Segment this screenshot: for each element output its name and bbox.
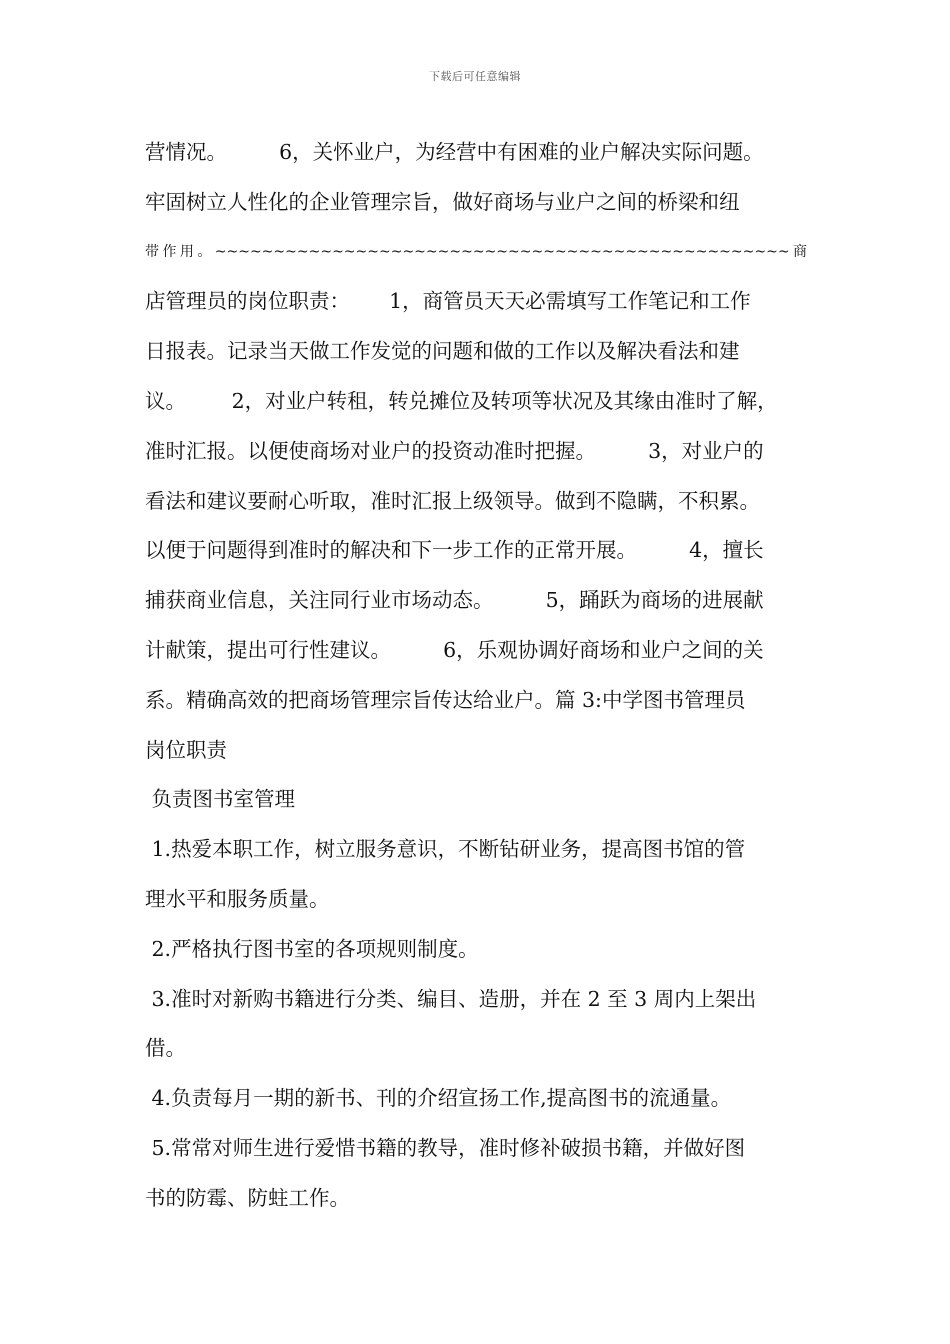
text-line: 1.热爱本职工作，树立服务意识，不断钻研业务，提高图书馆的管 [145, 837, 746, 862]
document-body [145, 128, 807, 1224]
text-line: 理水平和服务质量。 [145, 886, 330, 911]
text-line: 议。 2，对业户转租，转兑摊位及转项等状况及其缘由准时了解， [145, 388, 778, 413]
text-line: 借。 [145, 1036, 186, 1061]
text-line: 准时汇报。以便使商场对业户的投资动准时把握。 3，对业户的 [145, 438, 764, 463]
text-line: 捕获商业信息，关注同行业市场动态。 5，踊跃为商场的进展献 [145, 588, 764, 613]
text-line: 店管理员的岗位职责： 1，商管员天天必需填写工作笔记和工作 [145, 289, 751, 314]
text-line: 以便于问题得到准时的解决和下一步工作的正常开展。 4，擅长 [145, 538, 764, 563]
text-line: 2.严格执行图书室的各项规则制度。 [145, 936, 479, 961]
text-line: 书的防霉、防蛀工作。 [145, 1185, 350, 1210]
page-header: 下载后可任意编辑 [429, 70, 521, 83]
text-line: 计献策，提出可行性建议。 6，乐观协调好商场和业户之间的关 [145, 637, 764, 662]
text-line: 3.准时对新购书籍进行分类、编目、造册，并在 2 至 3 周内上架出 [145, 986, 757, 1011]
text-line: 负责图书室管理 [145, 787, 296, 812]
text-line: 日报表。记录当天做工作发觉的问题和做的工作以及解决看法和建 [145, 339, 740, 364]
text-line: 4.负责每月一期的新书、刊的介绍宣扬工作,提高图书的流通量。 [145, 1086, 732, 1111]
text-line: 营情况。 6，关怀业户，为经营中有困难的业户解决实际问题。 [145, 140, 764, 164]
text-line: 5.常常对师生进行爱惜书籍的教导，准时修补破损书籍，并做好图 [145, 1135, 746, 1160]
text-line: 牢固树立人性化的企业管理宗旨，做好商场与业户之间的桥梁和纽 [145, 189, 740, 214]
text-line: 系。精确高效的把商场管理宗旨传达给业户。篇 3:中学图书管理员 [145, 687, 746, 712]
text-line: 带作用。~~~~~~~~~~~~~~~~~~~~~~~~~~~~~~~~~~~~~~~~~~~~~~~~~商 [145, 243, 807, 260]
text-line: 岗位职责 [145, 737, 227, 762]
text-line: 看法和建议要耐心听取，准时汇报上级领导。做到不隐瞒，不积累。 [145, 488, 760, 513]
